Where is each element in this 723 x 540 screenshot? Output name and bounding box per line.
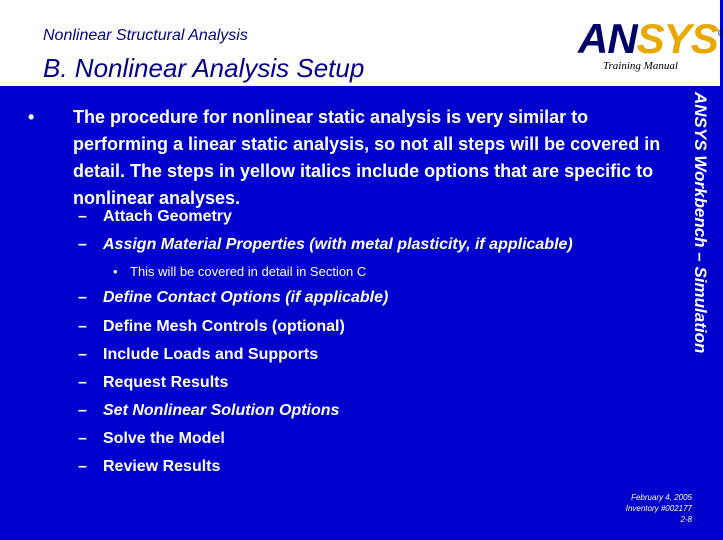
step-text: Set Nonlinear Solution Options [103,402,340,419]
dash-marker: – [78,402,87,419]
dash-marker: – [78,208,87,225]
dash-marker: – [78,458,87,475]
sub-note [113,264,366,279]
logo-part-an: AN [578,15,637,62]
step-text: Define Mesh Controls (optional) [103,318,345,335]
slide-subtitle: Nonlinear Structural Analysis [43,27,248,44]
step-text: Assign Material Properties (with metal plasticity, if applicable) [103,236,573,253]
step-item [78,402,339,420]
step-item [78,458,220,476]
bullet-dot: • [113,264,118,279]
step-item [78,430,225,448]
header-divider [0,86,720,88]
step-item [78,346,318,364]
footer-date: February 4, 2005 [631,493,692,502]
step-text: Review Results [103,458,221,475]
ansys-logo [578,17,723,61]
dash-marker: – [78,346,87,363]
step-item [78,318,345,336]
training-manual-label: Training Manual [603,60,678,72]
step-text: Include Loads and Supports [103,346,319,363]
step-text: Attach Geometry [103,208,232,225]
dash-marker: – [78,374,87,391]
dash-marker: – [78,236,87,253]
step-text: Solve the Model [103,430,225,447]
main-bullet-text: The procedure for nonlinear static analysis is very similar to performing a linear static analysis, so not all steps will be covered in detail. The steps in yellow italics include options that are specific to nonlinear analyses. [73,107,661,208]
material-note-text: This will be covered in detail in Section C [130,264,367,279]
slide-title: B. Nonlinear Analysis Setup [43,53,365,83]
step-item [78,374,228,392]
step-item [78,208,232,226]
step-text: Request Results [103,374,229,391]
dash-marker: – [78,430,87,447]
step-item [78,289,388,307]
side-banner-text: ANSYS Workbench – Simulation [691,92,710,354]
footer-inventory: Inventory #002177 [625,504,692,513]
side-banner [681,92,719,408]
footer-page-number: 2-8 [680,515,692,524]
bullet-dot: • [28,107,35,127]
logo-registered-mark: ® [717,28,723,38]
logo-part-sys: SYS [636,15,718,62]
slide-footer [626,492,692,525]
dash-marker: – [78,318,87,335]
step-item [78,236,573,254]
dash-marker: – [78,289,87,306]
step-text: Define Contact Options (if applicable) [103,289,389,306]
